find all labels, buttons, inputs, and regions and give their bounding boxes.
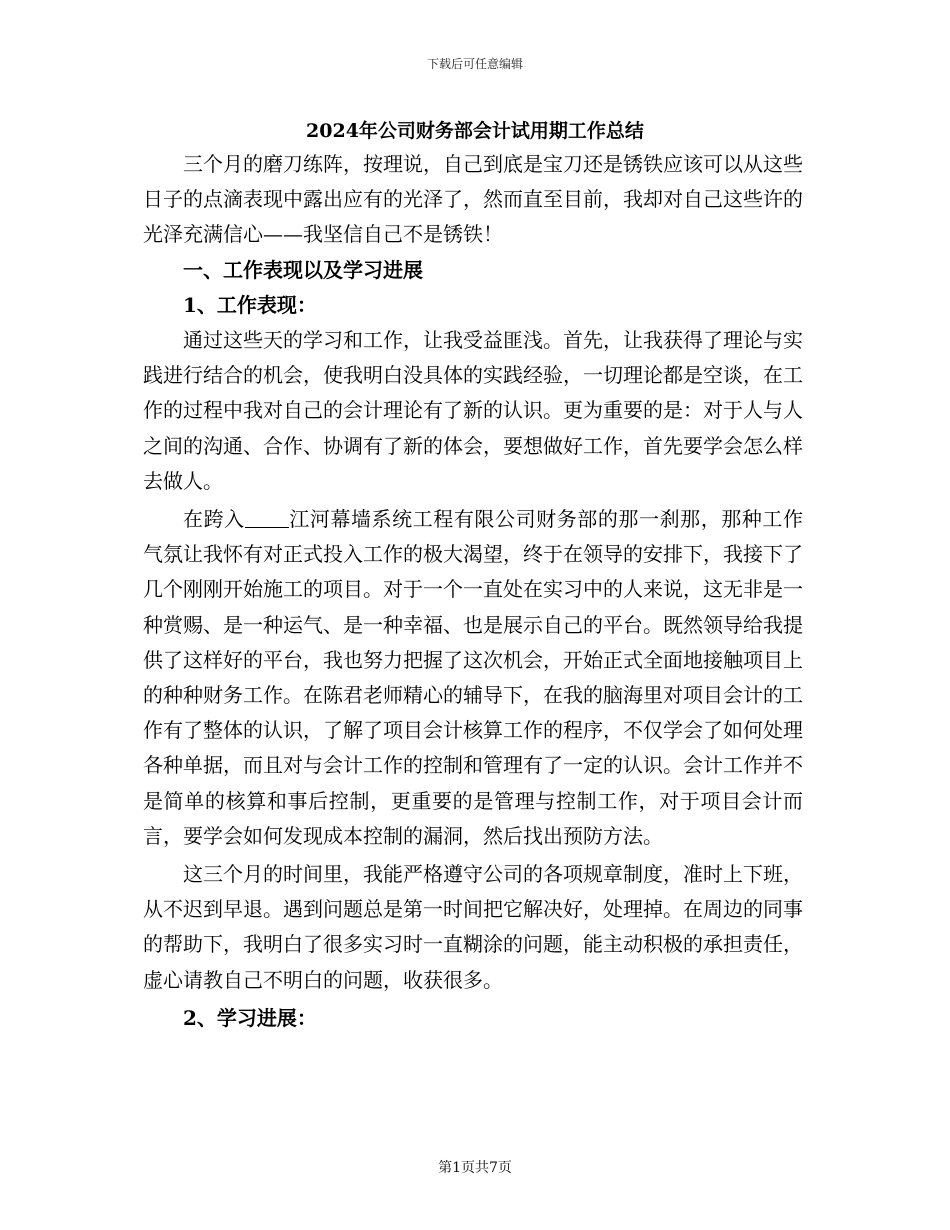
work-performance-paragraph-2 — [143, 502, 803, 854]
page-number-footer: 第1页共7页 — [438, 1160, 512, 1176]
work-performance-paragraph-1: 通过这些天的学习和工作，让我受益匪浅。首先，让我获得了理论与实践进行结合的机会，使我明白没具体的实践经验，一切理论都是空谈，在工作的过程中我对自己的会计理论有了新的认识。更为重要的是：对于人与人之间的沟通、合作、协调有了新的体会，要想做好工作，首先要学会怎么样去做人。 — [143, 328, 803, 493]
header-note: 下载后可任意编辑 — [426, 57, 523, 71]
document-body — [143, 147, 803, 1036]
paragraph-lead-text: 在跨入 — [183, 507, 245, 532]
subsection-heading-study-progress: 2、学习进展： — [183, 1005, 317, 1030]
subsection-heading-work-performance: 1、工作表现： — [183, 292, 317, 317]
blank-underline — [245, 507, 289, 528]
page-title: 2024年公司财务部会计试用期工作总结 — [306, 120, 644, 142]
work-performance-paragraph-3: 这三个月的时间里，我能严格遵守公司的各项规章制度，准时上下班，从不迟到早退。遇到问题总是第一时间把它解决好，处理掉。在周边的同事的帮助下，我明白了很多实习时一直糊涂的问题，能主动积极的承担责任，虚心请教自己不明白的问题，收获很多。 — [143, 862, 803, 992]
section-heading-work-and-study: 一、工作表现以及学习进展 — [183, 257, 423, 282]
intro-paragraph: 三个月的磨刀练阵，按理说，自己到底是宝刀还是锈铁应该可以从这些日子的点滴表现中露出应有的光泽了，然而直至目前，我却对自己这些许的光泽充满信心——我坚信自己不是锈铁！ — [143, 152, 803, 247]
paragraph-body-text: 江河幕墙系统工程有限公司财务部的那一刹那，那种工作气氛让我怀有对正式投入工作的极大渴望，终于在领导的安排下，我接下了几个刚刚开始施工的项目。对于一个一直处在实习中的人来说，这无非是一种赏赐、是一种运气、是一种幸福、也是展示自己的平台。既然领导给我提供了这样好的平台，我也努力把握了这次机会，开始正式全面地接触项目上的种种财务工作。在陈君老师精心的辅导下，在我的脑海里对项目会计的工作有了整体的认识，了解了项目会计核算工作的程序，不仅学会了如何处理各种单据，而且对与会计工作的控制和管理有了一定的认识。会计工作并不是简单的核算和事后控制，更重要的是管理与控制工作，对于项目会计而言，要学会如何发现成本控制的漏洞，然后找出预防方法。 — [143, 507, 804, 848]
